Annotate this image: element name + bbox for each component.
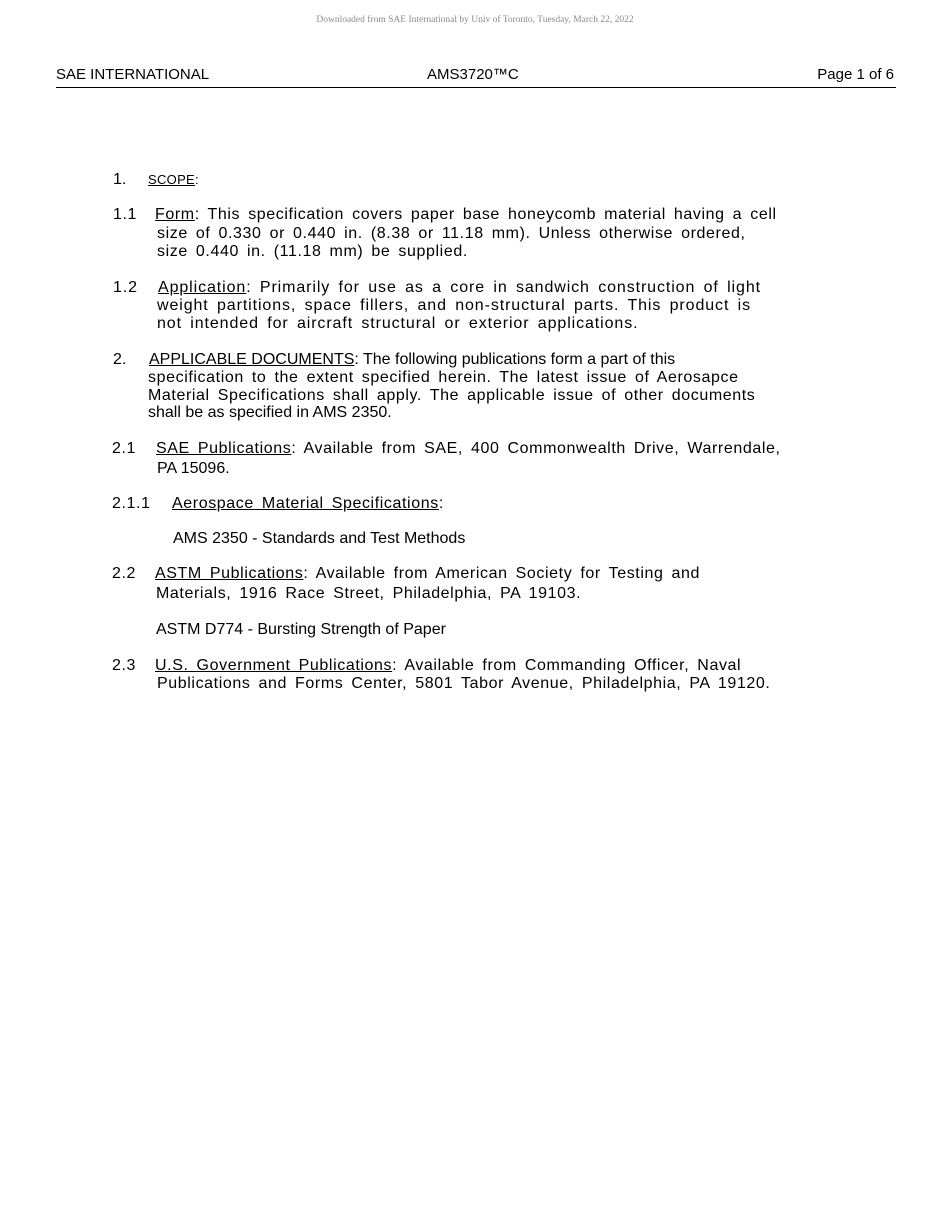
heading-text: Form (155, 206, 195, 223)
paragraph-line (156, 440, 781, 458)
heading-text: SAE Publications (156, 440, 292, 457)
paragraph-line: not intended for aircraft structural or exterior applications. (157, 315, 639, 332)
paragraph-line: Materials, 1916 Race Street, Philadelphia, PA 19103. (156, 585, 582, 602)
section-number: 2.1 (112, 440, 137, 457)
download-watermark: Downloaded from SAE International by Univ of Toronto, Tuesday, March 22, 2022 (316, 15, 634, 25)
paragraph-text: : The following publications form a part of this (354, 351, 676, 368)
heading-text: SCOPE (148, 172, 196, 187)
reference-item: ASTM D774 - Bursting Strength of Paper (156, 621, 446, 638)
paragraph-text: : Available from American Society for Testing and (303, 565, 701, 582)
section-number: 1.1 (113, 206, 138, 223)
paragraph-text: : Available from Commanding Officer, Naval (392, 657, 742, 674)
paragraph-line: specification to the extent specified herein. The latest issue of Aerosapce (148, 369, 739, 386)
paragraph-line (149, 351, 675, 369)
section-number: 2. (113, 351, 127, 368)
paragraph-line: PA 15096. (157, 460, 230, 477)
section-number: 1. (113, 171, 127, 188)
section-number: 2.3 (112, 657, 137, 674)
paragraph-line: shall be as specified in AMS 2350. (148, 404, 392, 421)
paragraph-line (155, 206, 777, 224)
paragraph-line: Publications and Forms Center, 5801 Tabor Avenue, Philadelphia, PA 19120. (157, 675, 771, 692)
heading-text: Application (158, 279, 247, 296)
heading-colon: : (195, 172, 199, 187)
header-doc-number: AMS3720™C (427, 66, 519, 83)
heading-text: U.S. Government Publications (155, 657, 393, 674)
section-number: 2.1.1 (112, 495, 151, 512)
paragraph-line (158, 279, 761, 297)
paragraph-line (172, 495, 444, 513)
paragraph-text: : This specification covers paper base honeycomb material having a cell (194, 206, 777, 223)
header-page-number: Page 1 of 6 (817, 66, 894, 83)
header-org: SAE INTERNATIONAL (56, 66, 210, 83)
paragraph-line: Material Specifications shall apply. The applicable issue of other documents (148, 387, 756, 404)
heading-text: APPLICABLE DOCUMENTS (149, 351, 355, 368)
heading-text: ASTM Publications (155, 565, 304, 582)
paragraph-line: weight partitions, space fillers, and non-structural parts. This product is (157, 297, 751, 314)
heading-colon: : (438, 495, 444, 512)
paragraph-line: size of 0.330 or 0.440 in. (8.38 or 11.18 mm). Unless otherwise ordered, (157, 225, 746, 242)
paragraph-text: : Available from SAE, 400 Commonwealth Drive, Warrendale, (291, 440, 781, 457)
paragraph-line (155, 657, 741, 675)
section-number: 2.2 (112, 565, 137, 582)
paragraph-text: : Primarily for use as a core in sandwich construction of light (246, 279, 761, 296)
section-heading-scope (148, 171, 199, 189)
paragraph-line: size 0.440 in. (11.18 mm) be supplied. (157, 243, 468, 260)
heading-text: Aerospace Material Specifications (172, 495, 439, 512)
reference-item: AMS 2350 - Standards and Test Methods (173, 530, 466, 547)
paragraph-line (155, 565, 700, 583)
section-number: 1.2 (113, 279, 138, 296)
